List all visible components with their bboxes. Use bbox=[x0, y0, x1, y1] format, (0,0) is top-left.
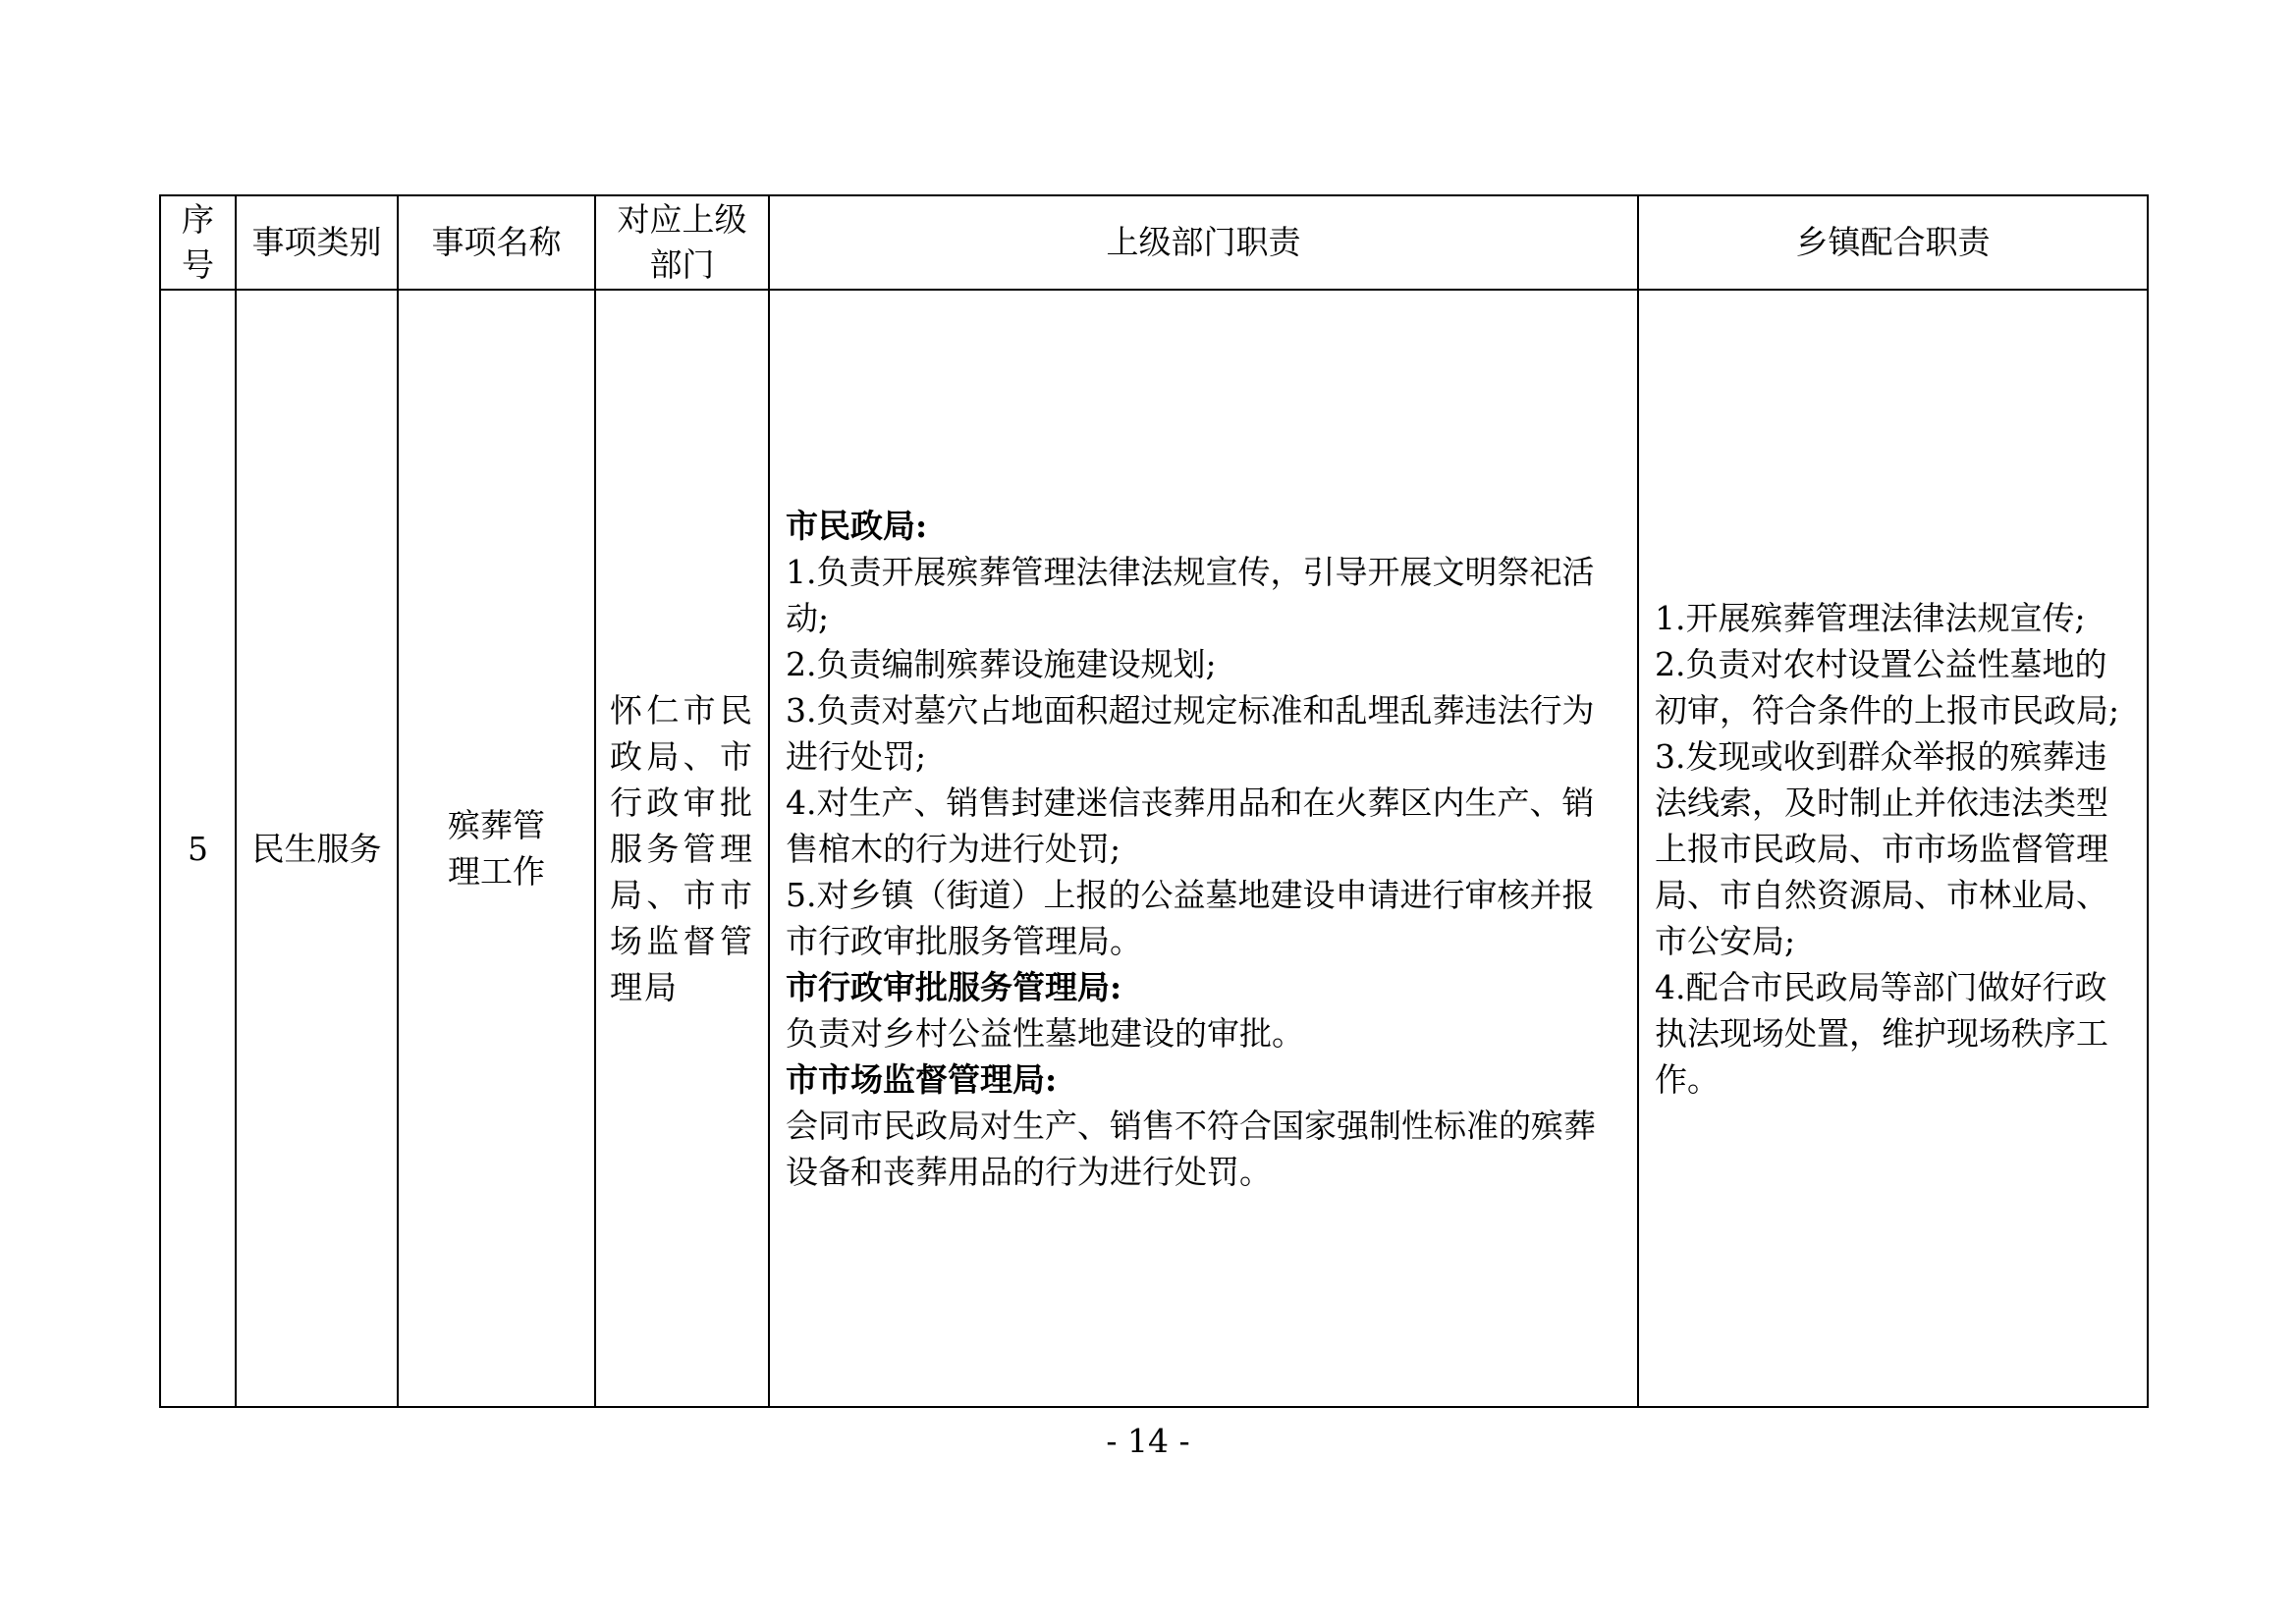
header-category: 事项类别 bbox=[236, 195, 398, 290]
cell-dept: 怀仁市民政局、市行政审批服务管理局、市市场监督管理局 bbox=[595, 290, 769, 1407]
duty-list bbox=[786, 503, 1621, 1195]
town-duty-item: 1.开展殡葬管理法律法规宣传; bbox=[1655, 598, 2086, 637]
header-duty: 上级部门职责 bbox=[769, 195, 1638, 290]
table-row bbox=[160, 290, 2148, 1407]
duty-item: 5.对乡镇（街道）上报的公益墓地建设申请进行审核并报市行政审批服务管理局。 bbox=[786, 875, 1595, 960]
cell-category: 民生服务 bbox=[236, 290, 398, 1407]
cell-town bbox=[1638, 290, 2148, 1407]
town-list bbox=[1655, 595, 2131, 1103]
duty-department-heading: 市行政审批服务管理局: bbox=[786, 967, 1122, 1006]
duty-item: 负责对乡村公益性墓地建设的审批。 bbox=[786, 1013, 1304, 1053]
header-name: 事项名称 bbox=[398, 195, 595, 290]
duty-item: 4.对生产、销售封建迷信丧葬用品和在火葬区内生产、销售棺木的行为进行处罚; bbox=[786, 783, 1595, 868]
page-number: - 14 - bbox=[1106, 1422, 1190, 1460]
duty-item: 1.负责开展殡葬管理法律法规宣传，引导开展文明祭祀活动; bbox=[786, 552, 1595, 637]
header-dept: 对应上级部门 bbox=[595, 195, 769, 290]
town-duty-item: 3.发现或收到群众举报的殡葬违法线索，及时制止并依违法类型上报市民政局、市市场监督管理局、市自然资源局、市林业局、市公安局; bbox=[1655, 736, 2108, 960]
header-town: 乡镇配合职责 bbox=[1638, 195, 2148, 290]
header-seq: 序号 bbox=[160, 195, 236, 290]
duty-table bbox=[159, 194, 2149, 1408]
cell-duty bbox=[769, 290, 1638, 1407]
cell-name: 殡葬管理工作 bbox=[398, 290, 595, 1407]
town-duty-item: 4.配合市民政局等部门做好行政执法现场处置，维护现场秩序工作。 bbox=[1655, 967, 2108, 1099]
cell-seq: 5 bbox=[160, 290, 236, 1407]
table-header-row bbox=[160, 195, 2148, 290]
duty-item: 会同市民政局对生产、销售不符合国家强制性标准的殡葬设备和丧葬用品的行为进行处罚。 bbox=[786, 1106, 1596, 1191]
duty-department-heading: 市市场监督管理局: bbox=[786, 1059, 1058, 1099]
town-duty-item: 2.负责对农村设置公益性墓地的初审，符合条件的上报市民政局; bbox=[1655, 644, 2120, 730]
duty-item: 3.负责对墓穴占地面积超过规定标准和乱埋乱葬违法行为进行处罚; bbox=[786, 690, 1595, 776]
duty-item: 2.负责编制殡葬设施建设规划; bbox=[786, 644, 1217, 683]
duty-department-heading: 市民政局: bbox=[786, 506, 928, 545]
